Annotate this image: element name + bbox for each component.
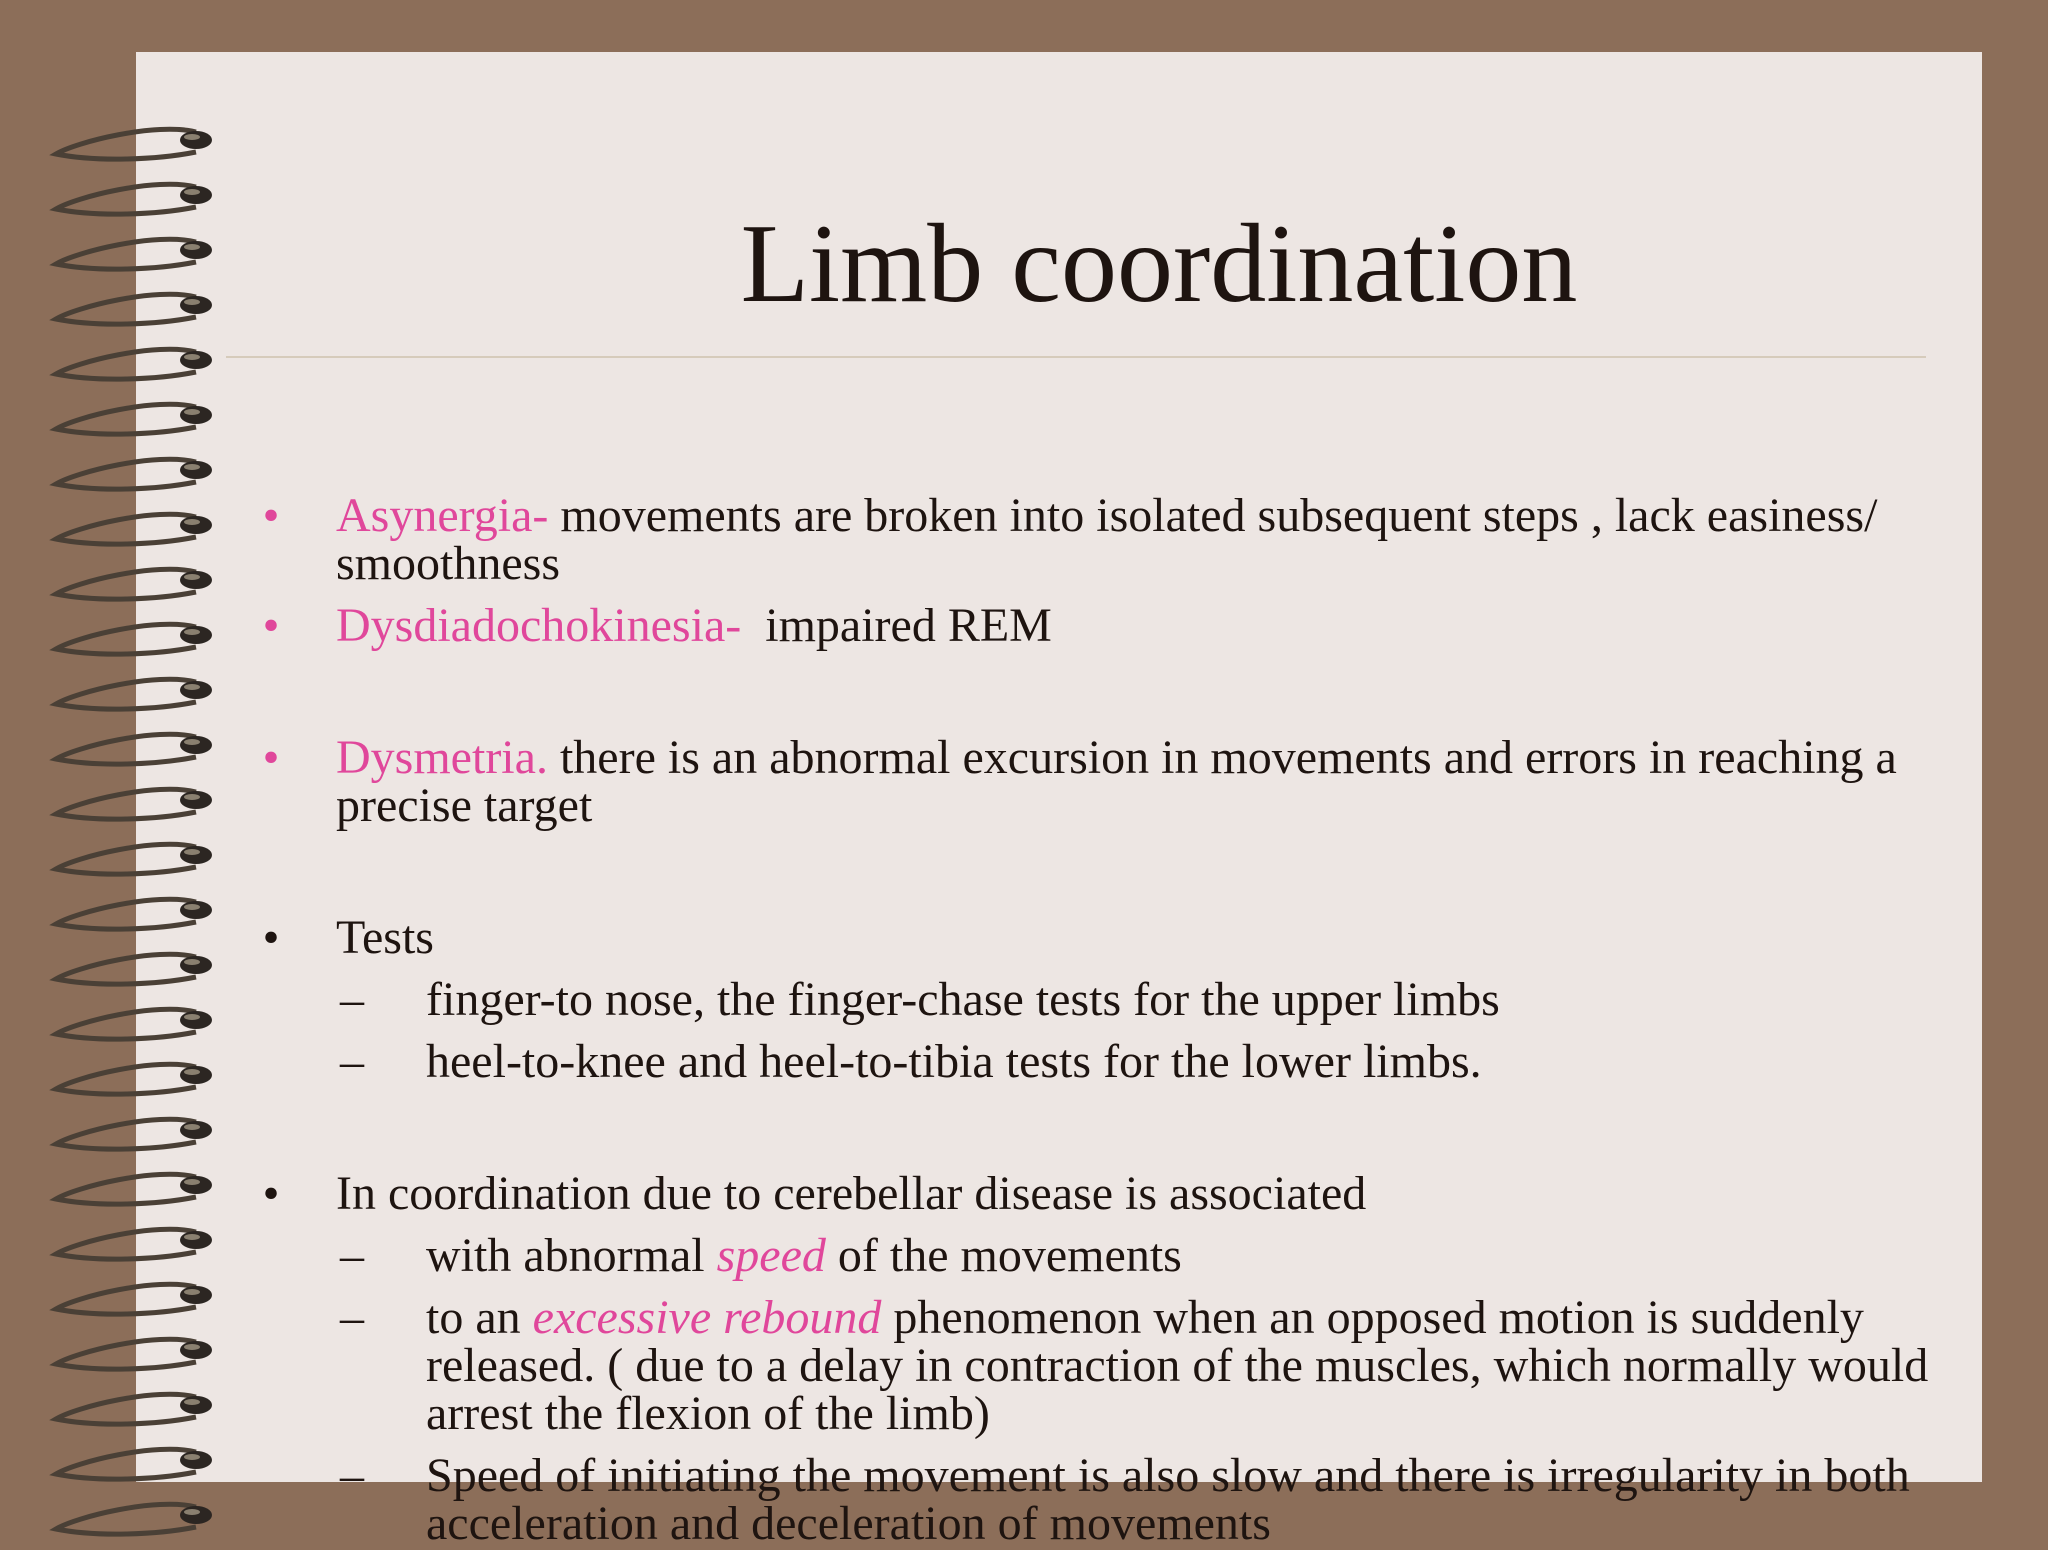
spiral-ring [56,954,212,984]
spiral-ring [56,514,212,544]
spiral-ring [56,1229,212,1259]
dash-marker: – [340,1449,364,1502]
desc-asynergia: movements are broken into isolated subsequent steps , lack easiness/ smoothness [336,489,1878,590]
bullet-dysdiadochokinesia [256,599,1936,652]
bullet-tests [256,911,1936,964]
emphasis-speed: speed [716,1229,826,1282]
spiral-ring [56,1284,212,1314]
spiral-ring [56,404,212,434]
sub-text-after: phenomenon when an opposed motion is suddenly released. ( due to a delay in contraction of the muscles, which normally would arrest the flexion of the limb) [426,1291,1929,1440]
bullet-dot: • [262,911,280,964]
sub-text: Speed of initiating the movement is also slow and there is irregularity in both acceleration and deceleration of movements [426,1449,1910,1550]
spiral-ring [56,129,212,159]
spiral-ring [56,1504,212,1534]
slide-title: Limb coordination [740,202,1578,326]
dash-marker: – [340,1035,364,1088]
sub-item-rebound [256,1291,1936,1440]
slide-content [256,489,1936,1550]
spiral-ring [56,1394,212,1424]
term-dysmetria: Dysmetria. [336,731,548,784]
bullet-dysmetria [256,731,1936,832]
desc-dysdiadochokinesia: impaired REM [741,599,1052,652]
spiral-ring [56,1064,212,1094]
bullet-incoordination [256,1167,1936,1220]
bullet-dot: • [262,1167,280,1220]
spiral-ring [56,624,212,654]
sub-item-initiation-speed [256,1449,1936,1550]
sub-text: finger-to nose, the finger-chase tests for the upper limbs [426,973,1500,1026]
spiral-ring [56,899,212,929]
term-dysdiadochokinesia: Dysdiadochokinesia- [336,599,742,652]
spiral-ring [56,1174,212,1204]
sub-item-upper-limbs [256,973,1936,1026]
incoordination-label: In coordination due to cerebellar disease is associated [336,1167,1367,1220]
tests-label: Tests [336,911,434,964]
spiral-ring [56,459,212,489]
sub-text: heel-to-knee and heel-to-tibia tests for the lower limbs. [426,1035,1482,1088]
spiral-ring [56,569,212,599]
sub-item-lower-limbs [256,1035,1936,1088]
bullet-asynergia [256,489,1936,590]
dash-marker: – [340,973,364,1026]
spiral-ring [56,734,212,764]
spiral-ring [56,1119,212,1149]
spiral-ring [56,1449,212,1479]
bullet-dot: • [262,599,280,652]
term-asynergia: Asynergia- [336,489,549,542]
sub-text-before: with abnormal [426,1229,717,1282]
sub-text-after: of the movements [825,1229,1182,1282]
spiral-ring [56,1339,212,1369]
sub-item-speed [256,1229,1936,1282]
spiral-ring [56,789,212,819]
title-divider [226,356,1926,358]
slide-page [136,52,1982,1550]
spiral-ring [56,1009,212,1039]
spiral-ring [56,349,212,379]
spiral-ring [56,679,212,709]
desc-dysmetria: there is an abnormal excursion in movements and errors in reaching a precise target [336,731,1897,832]
sub-text-before: to an [426,1291,533,1344]
bullet-dot: • [262,489,280,542]
spiral-ring [56,844,212,874]
dash-marker: – [340,1291,364,1344]
bullet-dot: • [262,731,280,784]
dash-marker: – [340,1229,364,1282]
emphasis-excessive-rebound: excessive rebound [532,1291,882,1344]
